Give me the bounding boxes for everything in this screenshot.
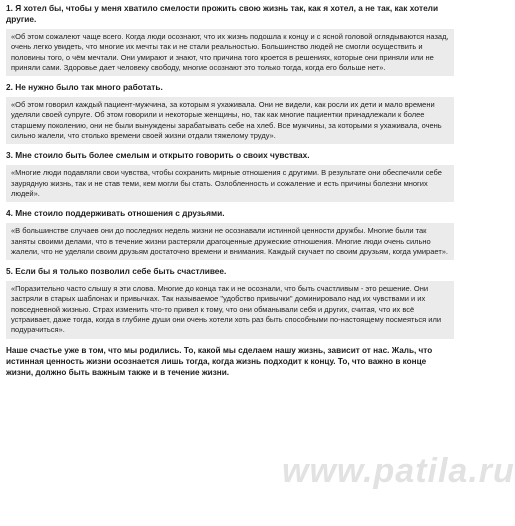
section-heading: 2. Не нужно было так много работать.	[6, 82, 163, 93]
section-2	[6, 82, 454, 144]
closing-paragraph: Наше счастье уже в том, что мы родились. То, какой мы сделаем нашу жизнь, зависит от нас. Жаль, что истинная ценность жизни осознается лишь тогда, когда жизнь подходит к концу. То, что важно в конце жизни, должно быть важным также и в течение жизни.	[6, 345, 433, 377]
section-heading: 5. Если бы я только позволил себе быть счастливее.	[6, 266, 227, 277]
quote-block: «Об этом сожалеют чаще всего. Когда люди осознают, что их жизнь подошла к концу и с ясной головой оглядываются назад, очень легко увидеть, что многие их мечты так и не стали реальностью. Большинство людей не смогли осуществить и половины того, о чём мечтали. Они умирают и знают, что причина того кроется в решениях, которые они приняли или не приняли сами. Здоровье дает человеку свободу, многие осознают это только тогда, когда его больше нет».	[6, 29, 454, 76]
section-heading: 1. Я хотел бы, чтобы у меня хватило смелости прожить свою жизнь так, как я хотел, а не так, как хотели другие.	[6, 3, 439, 24]
section-heading: 3. Мне стоило быть более смелым и открыто говорить о своих чувствах.	[6, 150, 310, 161]
quote-block: «Об этом говорил каждый пациент-мужчина, за которым я ухаживала. Они не видели, как росли их дети и мало времени уделяли своей супруге. Об этом говорили и некоторые женщины, но, так как многие пациентки принадлежали к более старшему поколению, они не были вынуждены зарабатывать себе на хлеб. Все мужчины, за которыми я ухаживала, очень сильно жалели, что столько времени своей жизни отдали тяжелому труду».	[6, 97, 454, 144]
section-heading: 4. Мне стоило поддерживать отношения с друзьями.	[6, 208, 225, 219]
section-4	[6, 208, 454, 260]
section-5	[6, 266, 454, 338]
quote-block: «Многие люди подавляли свои чувства, чтобы сохранить мирные отношения с другими. В результате они обеспечили себе заурядную жизнь, так и не став теми, кем могли бы стать. Озлобленность и сожаление и есть причины болезни многих людей».	[6, 165, 454, 202]
quote-block: «В большинстве случаев они до последних недель жизни не осознавали истинной ценности дружбы. Многие были так заняты своими делами, что в течение жизни растеряли драгоценные дружеские отношения. Многие люди очень сильно жалели, что не уделяли своим друзьям достаточно времени и внимания. Каждый скучает по своим друзьям, когда умирает».	[6, 223, 454, 260]
quote-block: «Поразительно часто слышу я эти слова. Многие до конца так и не осознали, что быть счастливым - это решение. Они застряли в старых шаблонах и привычках. Так называемое "удобство привычки" доминировало над их чувствами и их повседневной жизнью. Страх изменить что-то привел к тому, что они обманывали себя и других, считая, что их всё устраивает, даже тогда, когда в глубине души они очень хотели хоть раз быть способными по-настоящему посмеяться или подурачиться».	[6, 281, 454, 338]
watermark-logo: www.patila.ru	[282, 452, 515, 490]
section-3	[6, 150, 454, 202]
section-1	[6, 3, 454, 76]
